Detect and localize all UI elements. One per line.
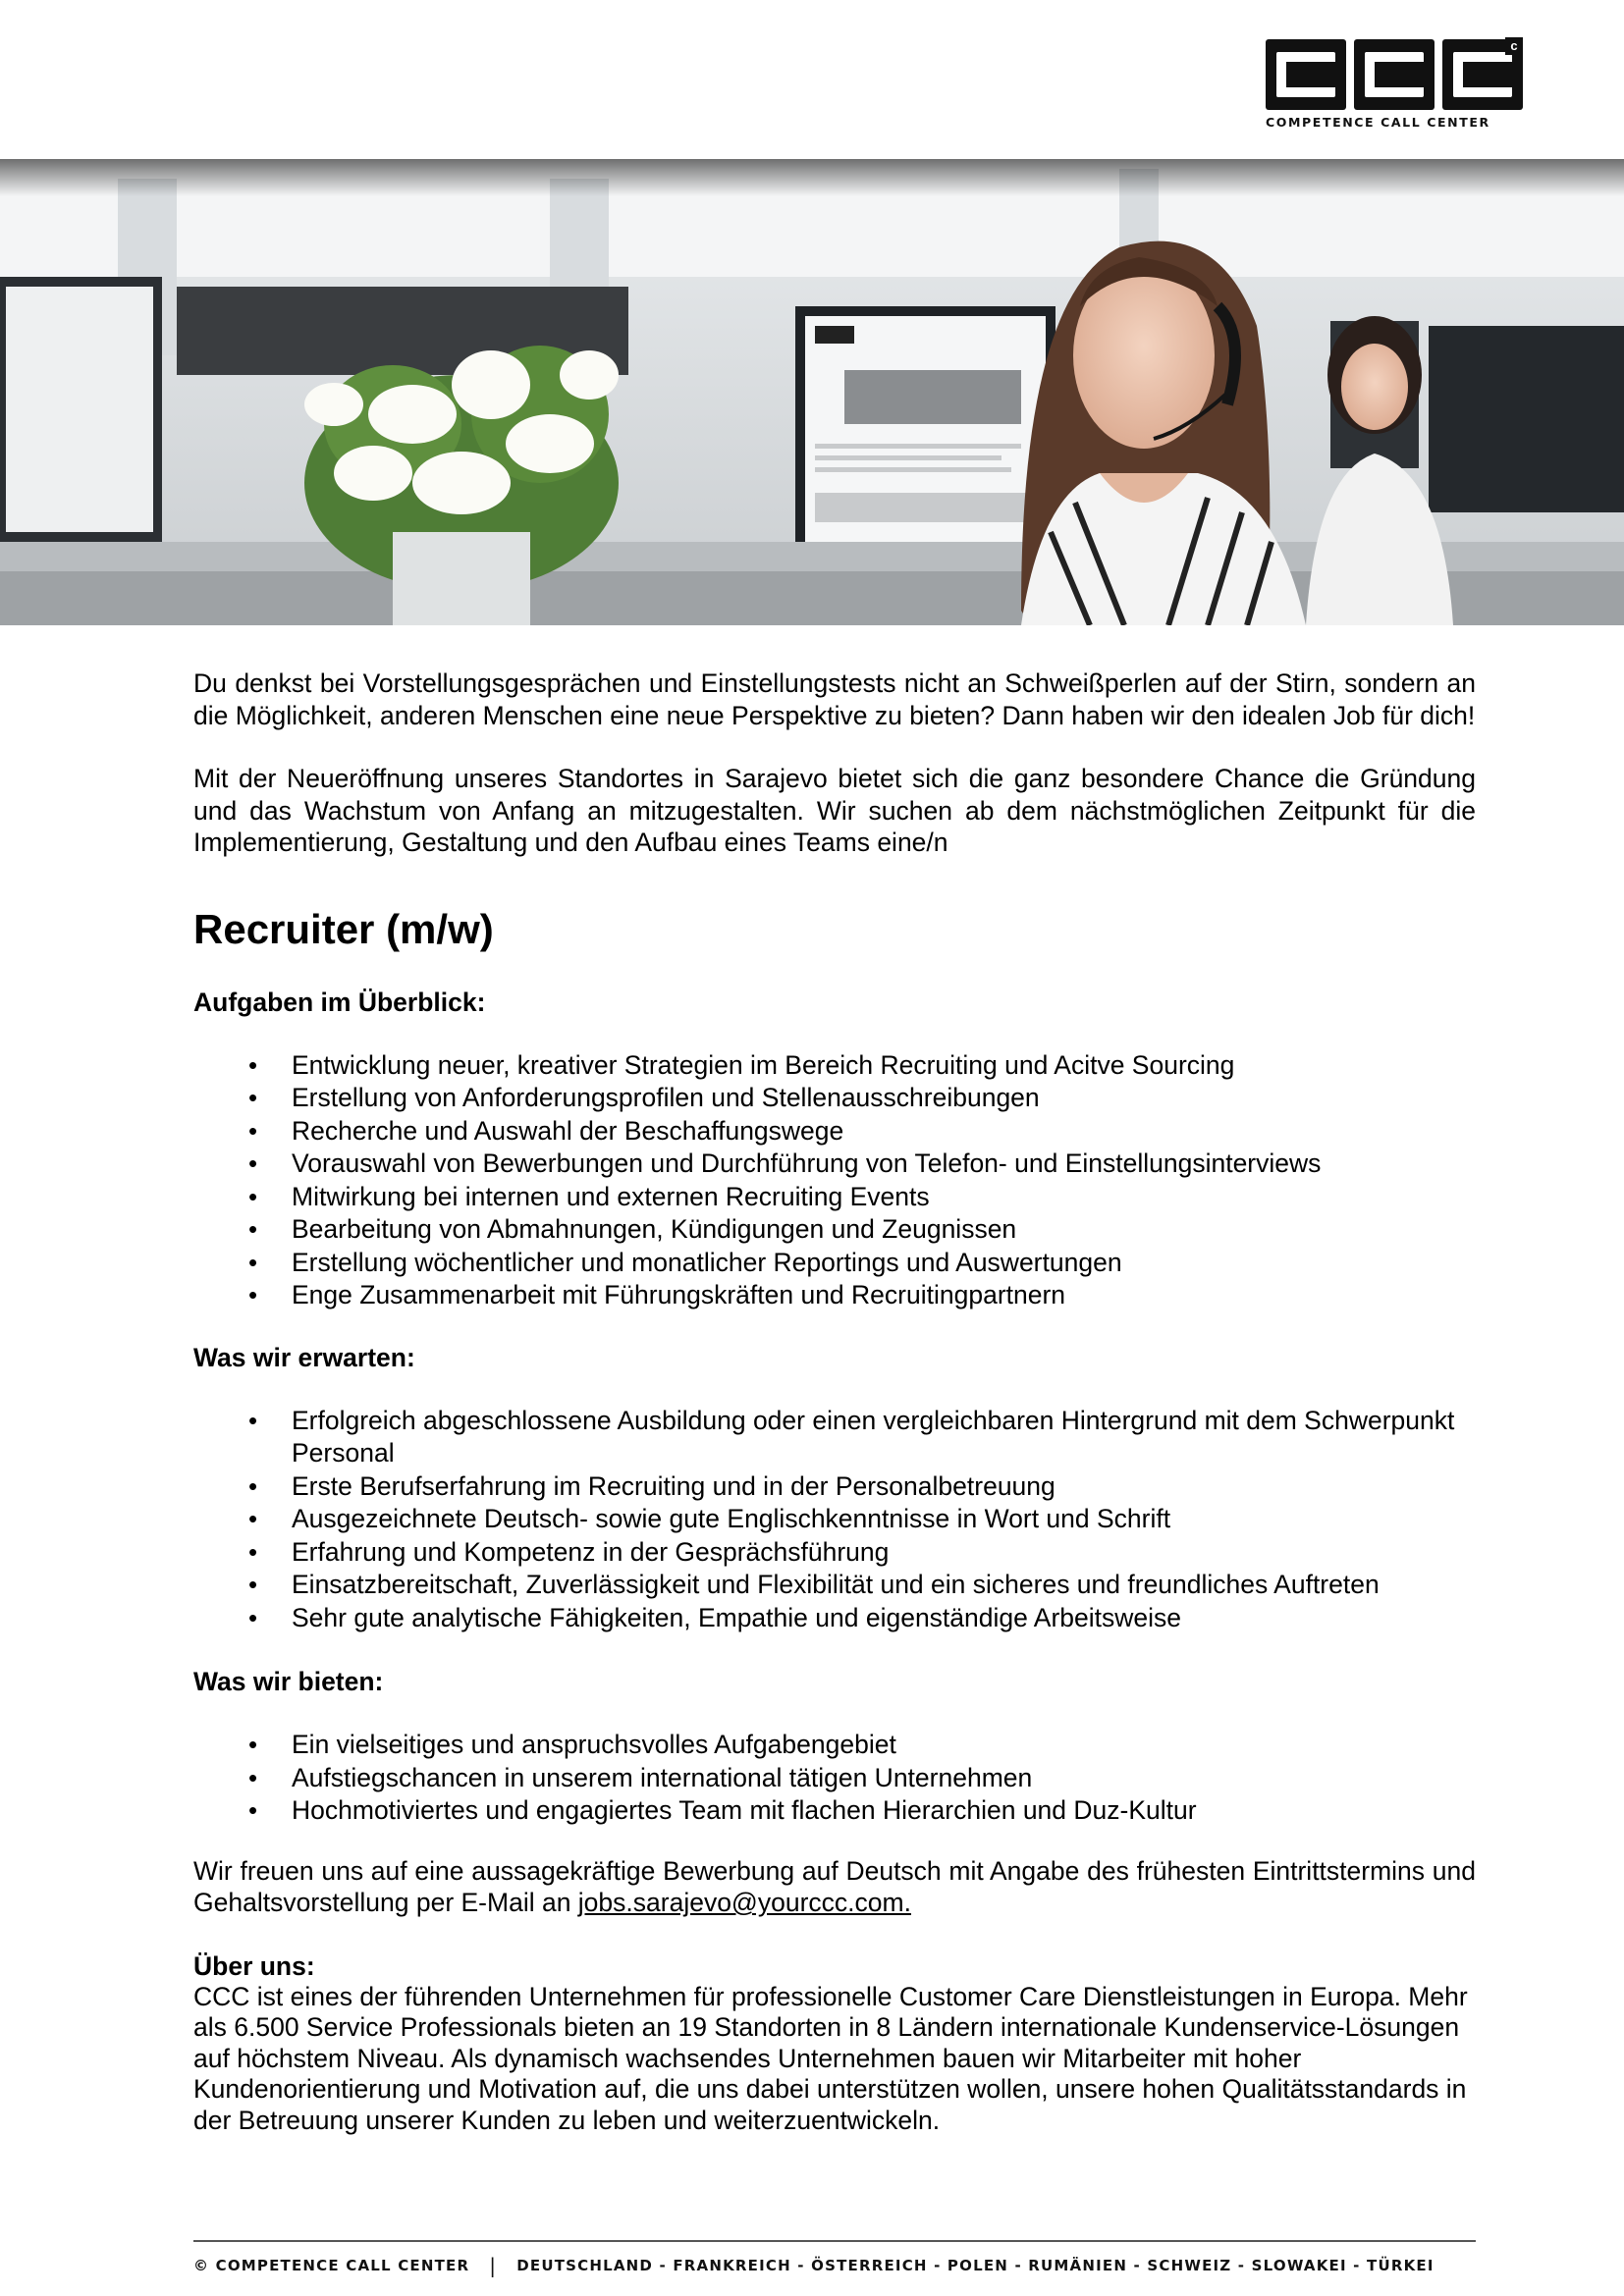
- intro-paragraph-2: Mit der Neueröffnung unseres Standortes in Sarajevo bietet sich die ganz besondere Chance die Gründung und das Wachstum von Anfang an mitzugestalten. Wir suchen ab dem nächstmöglichen Zeitpunkt für die Implementierung, Gestaltung und den Aufbau eines Teams eine/n: [193, 764, 1476, 857]
- ccc-letters: [1266, 39, 1523, 110]
- tasks-heading: Aufgaben im Überblick:: [193, 987, 486, 1017]
- logo-letter-c-1: [1266, 39, 1346, 110]
- list-item: • Erfolgreich abgeschlossene Ausbildung oder einen vergleichbaren Hintergrund mit dem Schwerpunkt Personal: [193, 1405, 1476, 1470]
- closing-text: Wir freuen uns auf eine aussagekräftige Bewerbung auf Deutsch mit Angabe des frühesten Eintrittstermins und Gehaltsvorstellung per E-Mail an: [193, 1855, 1476, 1917]
- list-item: • Erfahrung und Kompetenz in der Gesprächsführung: [193, 1536, 1476, 1570]
- list-item: • Aufstiegschancen in unserem international tätigen Unternehmen: [193, 1762, 1476, 1795]
- call-center-photo-icon: [0, 159, 1624, 625]
- about-heading: Über uns:: [193, 1950, 315, 1981]
- list-item: • Sehr gute analytische Fähigkeiten, Empathie und eigenständige Arbeitsweise: [193, 1602, 1476, 1635]
- logo-letter-c-2: [1354, 39, 1435, 110]
- list-item: • Enge Zusammenarbeit mit Führungskräften und Recruitingpartnern: [193, 1279, 1476, 1312]
- list-item: • Bearbeitung von Abmahnungen, Kündigungen und Zeugnissen: [193, 1213, 1476, 1247]
- list-item: • Erstellung wöchentlicher und monatlicher Reportings und Auswertungen: [193, 1247, 1476, 1280]
- list-item: • Recherche und Auswahl der Beschaffungswege: [193, 1115, 1476, 1148]
- logo-copyright-mark: c: [1505, 37, 1523, 55]
- list-item: • Erste Berufserfahrung im Recruiting und in der Personalbetreuung: [193, 1470, 1476, 1504]
- expectations-list: [193, 1405, 1476, 1635]
- list-item: • Ein vielseitiges und anspruchsvolles Aufgabengebiet: [193, 1729, 1476, 1762]
- company-logo: [1266, 39, 1523, 130]
- offer-list: [193, 1729, 1476, 1828]
- closing-paragraph: [193, 1855, 1476, 1919]
- job-posting: [193, 667, 1476, 2136]
- footer-divider: [193, 2240, 1476, 2242]
- job-title: Recruiter (m/w): [193, 905, 494, 952]
- list-item: • Mitwirkung bei internen und externen Recruiting Events: [193, 1181, 1476, 1214]
- footer-company: © COMPETENCE CALL CENTER: [193, 2257, 470, 2274]
- hero-image: [0, 159, 1624, 625]
- expectations-heading: Was wir erwarten:: [193, 1342, 415, 1372]
- email-link[interactable]: jobs.sarajevo@yourccc.com.: [577, 1888, 911, 1917]
- intro-paragraph-1: Du denkst bei Vorstellungsgesprächen und Einstellungstests nicht an Schweißperlen auf der Stirn, sondern an die Möglichkeit, anderen Menschen eine neue Perspektive zu bieten? Dann haben wir den idealen Job für dich!: [193, 668, 1476, 730]
- footer-separator: |: [489, 2254, 498, 2277]
- footer: [193, 2254, 1476, 2277]
- list-item: • Erstellung von Anforderungsprofilen und Stellenausschreibungen: [193, 1082, 1476, 1115]
- list-item: • Entwicklung neuer, kreativer Strategien im Bereich Recruiting und Acitve Sourcing: [193, 1049, 1476, 1083]
- tasks-list: [193, 1049, 1476, 1312]
- about-paragraph: CCC ist eines der führenden Unternehmen für professionelle Customer Care Dienstleistungen in Europa. Mehr als 6.500 Service Professionals bieten an 19 Standorten in 8 Ländern internationale Kundenservice-Lösungen auf höchstem Niveau. Als dynamisch wachsendes Unternehmen bauen wir Mitarbeiter mit hoher Kundenorientierung und Motivation auf, die uns dabei unterstützen wollen, unsere hohen Qualitätsstandards in der Betreuung unserer Kunden zu leben und weiterzuentwickeln.: [193, 1981, 1468, 2135]
- logo-tagline: COMPETENCE CALL CENTER: [1266, 115, 1490, 130]
- list-item: • Vorauswahl von Bewerbungen und Durchführung von Telefon- und Einstellungsinterviews: [193, 1148, 1476, 1181]
- list-item: • Ausgezeichnete Deutsch- sowie gute Englischkenntnisse in Wort und Schrift: [193, 1503, 1476, 1536]
- list-item: • Hochmotiviertes und engagiertes Team mit flachen Hierarchien und Duz-Kultur: [193, 1794, 1476, 1828]
- offer-heading: Was wir bieten:: [193, 1667, 384, 1696]
- footer-countries: DEUTSCHLAND - FRANKREICH - ÖSTERREICH - POLEN - RUMÄNIEN - SCHWEIZ - SLOWAKEI - TÜRKEI: [516, 2257, 1435, 2274]
- list-item: • Einsatzbereitschaft, Zuverlässigkeit und Flexibilität und ein sicheres und freundliches Auftreten: [193, 1569, 1476, 1602]
